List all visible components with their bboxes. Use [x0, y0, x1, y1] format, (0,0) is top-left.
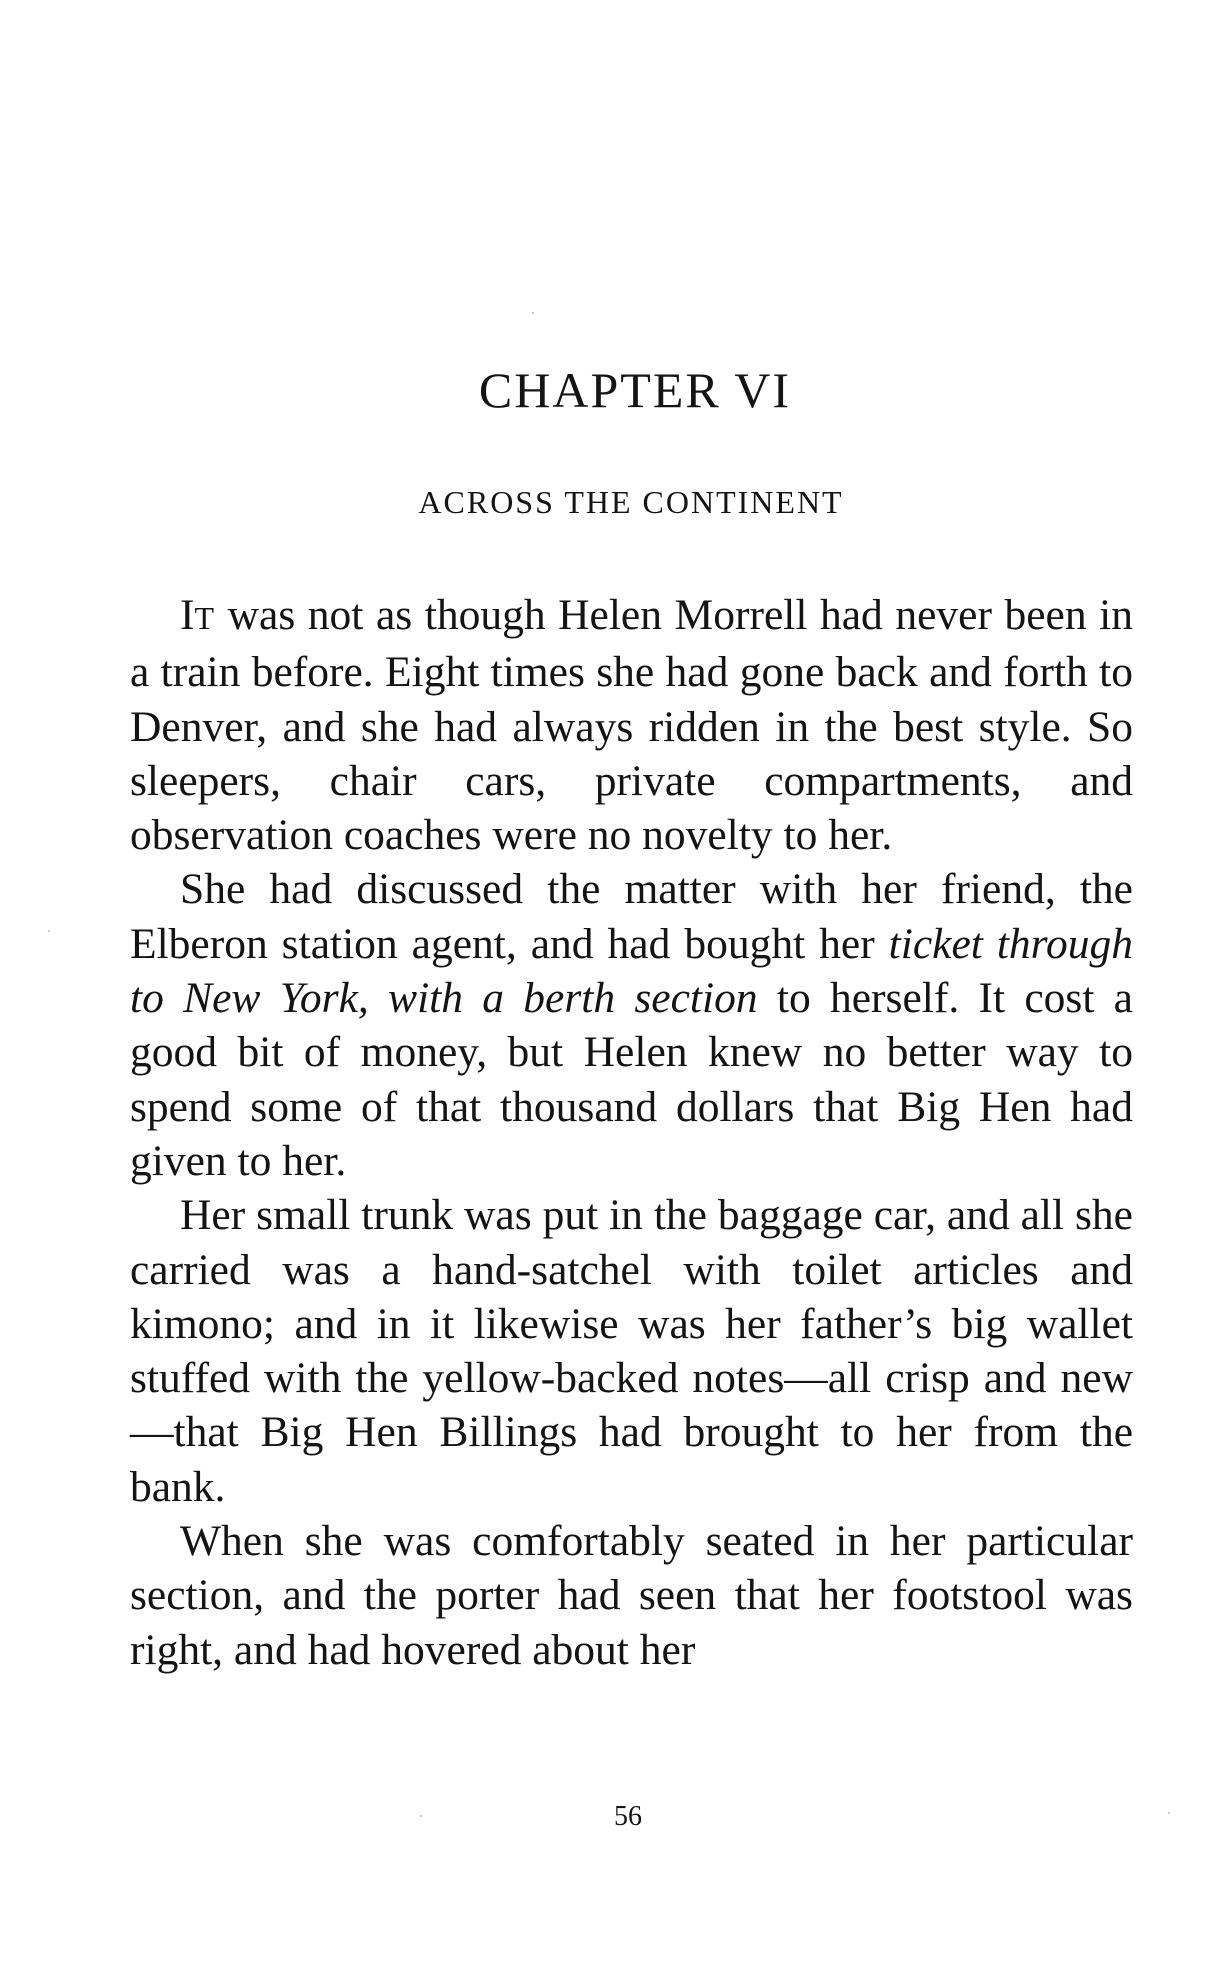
- paragraph-italic-text: ticket through to New York, with a berth section: [130, 919, 1133, 1023]
- scan-speck: [1168, 1812, 1170, 1814]
- paragraph-text: to herself. It cost a good bit of money, but Helen knew no better way to spend some of that thousand dollars that Big Hen had given to her.: [130, 974, 1133, 1185]
- paragraph-lead-smallcaps: T: [194, 600, 216, 636]
- paragraph-4: [130, 1514, 1133, 1677]
- paragraph-1: [130, 588, 1133, 862]
- scan-speck: [420, 1815, 422, 1817]
- paragraph-text: Her small trunk was put in the baggage car, and all she carried was a hand-satchel with toilet articles and kimono; and in it likewise was her father’s big wallet stuffed with the yellow-backed notes—all crisp and new—that Big Hen Billings had brought to her from the bank.: [130, 1191, 1133, 1511]
- scan-speck: [48, 930, 50, 932]
- paragraph-2: [130, 862, 1133, 1188]
- paragraph-lead-letter: I: [180, 591, 195, 639]
- scan-speck: [532, 312, 534, 314]
- page-number: 56: [614, 1801, 642, 1832]
- body-text: [130, 588, 1133, 1677]
- paragraph-3: [130, 1188, 1133, 1514]
- chapter-subtitle: ACROSS THE CONTINENT: [418, 484, 844, 520]
- paragraph-text: She had discussed the matter with her friend, the Elberon station agent, and had bought her: [130, 865, 1133, 968]
- paragraph-text: was not as though Helen Morrell had never been in a train before. Eight times she had gone back and forth to Denver, and she had always ridden in the best style. So sleepers, chair cars, private compartments, and observation coaches were no novelty to her.: [130, 591, 1133, 860]
- paragraph-text: When she was comfortably seated in her particular section, and the porter had seen that her footstool was right, and had hovered about her: [130, 1517, 1133, 1674]
- chapter-title: CHAPTER VI: [478, 362, 792, 418]
